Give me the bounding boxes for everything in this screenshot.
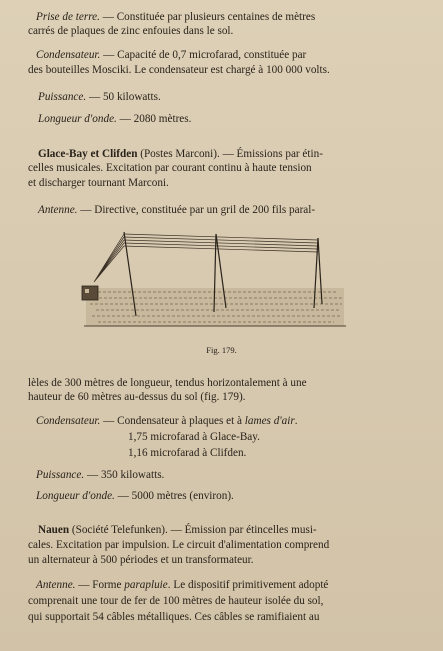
antenne-label: Antenne. bbox=[38, 204, 78, 216]
text-span: — 50 kilowatts. bbox=[86, 91, 161, 103]
text-line bbox=[38, 203, 315, 217]
condensateur-label: Condensateur. bbox=[36, 49, 101, 61]
text-line bbox=[36, 48, 306, 62]
section-heading bbox=[38, 147, 323, 161]
text-line: carrés de plaques de zinc enfouies dans le sol. bbox=[28, 25, 234, 37]
text-line: qui supportait 54 câbles métalliques. Ces câbles se ramifiaient au bbox=[28, 611, 320, 623]
text-span: — Forme bbox=[75, 579, 125, 591]
text-line: 1,75 microfarad à Glace-Bay. bbox=[128, 431, 260, 443]
puissance-label: Puissance. bbox=[36, 469, 85, 481]
text-span: — 2080 mètres. bbox=[116, 113, 192, 125]
station-building bbox=[82, 286, 98, 300]
text-span: . bbox=[294, 415, 298, 427]
text-line: 1,16 microfarad à Clifden. bbox=[128, 447, 247, 459]
figure-caption: Fig. 179. bbox=[206, 345, 237, 355]
text-line bbox=[36, 578, 328, 592]
text-line: cales. Excitation par impulsion. Le circuit d'alimentation comprend bbox=[28, 539, 330, 551]
text-line bbox=[36, 414, 298, 428]
text-span: — Condensateur à plaques et à bbox=[100, 415, 245, 427]
text-line bbox=[36, 468, 164, 482]
text-span: (Postes Marconi). — Émissions par étin- bbox=[137, 148, 323, 160]
text-span: (Société Telefunken). — Émission par étincelles musi- bbox=[69, 524, 317, 536]
text-span: — Capacité de 0,7 microfarad, constituée par bbox=[100, 49, 307, 61]
prise-de-terre-label: Prise de terre. bbox=[36, 11, 100, 23]
text-span: parapluie bbox=[124, 579, 168, 591]
text-line: hauteur de 60 mètres au-dessus du sol (fig. 179). bbox=[28, 391, 246, 403]
text-line: celles musicales. Excitation par courant continu à haute tension bbox=[28, 162, 312, 174]
puissance-label: Puissance. bbox=[38, 91, 87, 103]
text-span: . Le dispositif primitivement adopté bbox=[167, 579, 329, 591]
text-span: — 350 kilowatts. bbox=[84, 469, 165, 481]
antenna-illustration bbox=[66, 224, 356, 336]
text-line bbox=[38, 90, 161, 104]
text-line bbox=[36, 489, 234, 503]
text-line: comprenait une tour de fer de 100 mètres de hauteur isolée du sol, bbox=[28, 595, 324, 607]
text-line: un alternateur à 500 périodes et un transformateur. bbox=[28, 554, 254, 566]
text-line: des bouteilles Mosciki. Le condensateur est chargé à 100 000 volts. bbox=[28, 64, 330, 76]
antenne-label: Antenne. bbox=[36, 579, 76, 591]
text-span: — 5000 mètres (environ). bbox=[114, 490, 234, 502]
text-line: lèles de 300 mètres de longueur, tendus horizontalement à une bbox=[28, 377, 307, 389]
text-span: — Directive, constituée par un gril de 200 fils paral- bbox=[77, 204, 316, 216]
section-title: Nauen bbox=[38, 524, 70, 536]
text-span: — Constituée par plusieurs centaines de mètres bbox=[99, 11, 316, 23]
longueur-onde-label: Longueur d'onde. bbox=[36, 490, 115, 502]
longueur-onde-label: Longueur d'onde. bbox=[38, 113, 117, 125]
condensateur-label: Condensateur. bbox=[36, 415, 101, 427]
section-heading bbox=[38, 523, 317, 537]
text-span: lames d'air bbox=[244, 415, 295, 427]
text-line bbox=[38, 112, 191, 126]
text-line: et discharger tournant Marconi. bbox=[28, 177, 169, 189]
section-title: Glace-Bay et Clifden bbox=[38, 148, 138, 160]
text-line bbox=[36, 10, 315, 24]
